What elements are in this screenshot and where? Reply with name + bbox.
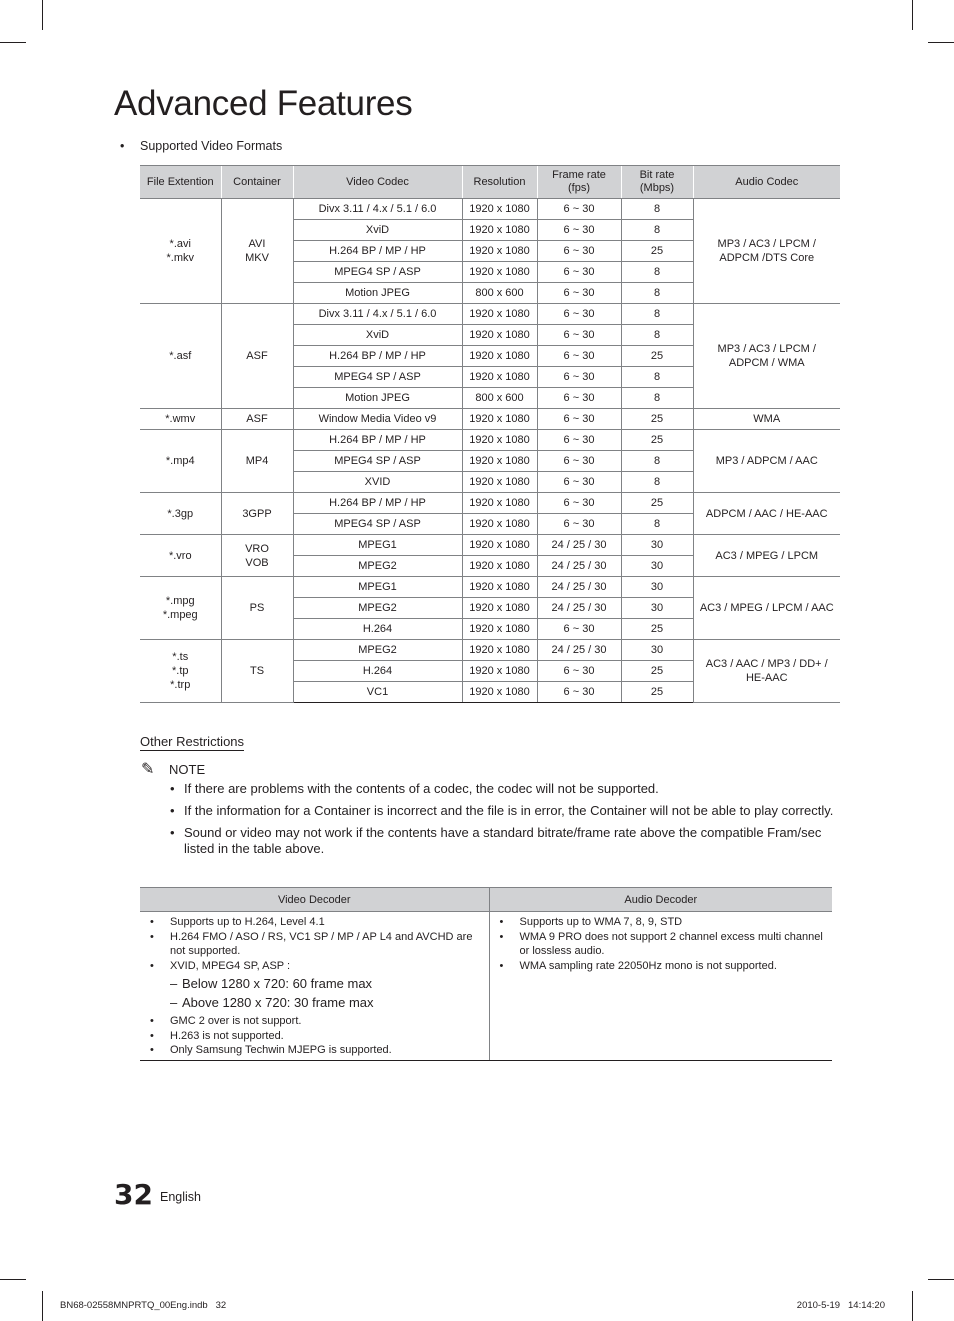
cell-container: ASF bbox=[221, 304, 293, 409]
cell-frame-rate: 6 ~ 30 bbox=[537, 472, 621, 493]
crop-mark bbox=[0, 1279, 26, 1280]
cell-video-codec: Motion JPEG bbox=[293, 388, 462, 409]
cell-bit-rate: 8 bbox=[621, 283, 693, 304]
cell-video-codec: H.264 BP / MP / HP bbox=[293, 493, 462, 514]
cell-bit-rate: 30 bbox=[621, 598, 693, 619]
bullet-glyph: • bbox=[150, 1029, 154, 1042]
cell-frame-rate: 6 ~ 30 bbox=[537, 325, 621, 346]
cell-resolution: 1920 x 1080 bbox=[462, 304, 537, 325]
table-row bbox=[140, 430, 840, 451]
cell-resolution: 1920 x 1080 bbox=[462, 514, 537, 535]
table-row bbox=[140, 199, 840, 220]
cell-frame-rate: 6 ~ 30 bbox=[537, 514, 621, 535]
cell-bit-rate: 8 bbox=[621, 367, 693, 388]
bullet-glyph: • bbox=[120, 139, 125, 153]
cell-bit-rate: 8 bbox=[621, 472, 693, 493]
crop-mark bbox=[42, 1291, 43, 1321]
cell-resolution: 1920 x 1080 bbox=[462, 367, 537, 388]
list-item-text: Supports up to WMA 7, 8, 9, STD bbox=[519, 916, 683, 928]
cell-file-extension: *.ts *.tp *.trp bbox=[140, 640, 221, 703]
cell-video-codec: Window Media Video v9 bbox=[293, 409, 462, 430]
list-item bbox=[148, 1014, 483, 1029]
cell-frame-rate: 6 ~ 30 bbox=[537, 619, 621, 640]
cell-resolution: 800 x 600 bbox=[462, 283, 537, 304]
page-title: Advanced Features bbox=[114, 84, 413, 123]
cell-frame-rate: 6 ~ 30 bbox=[537, 199, 621, 220]
cell-frame-rate: 6 ~ 30 bbox=[537, 451, 621, 472]
list-item-text: WMA 9 PRO does not support 2 channel excess multi channel or lossless audio. bbox=[519, 930, 823, 957]
list-item bbox=[148, 1029, 483, 1044]
note-text: Sound or video may not work if the contents have a standard bitrate/frame rate above the compatible Fram/sec listed in the table above. bbox=[184, 825, 822, 856]
cell-video-codec: MPEG4 SP / ASP bbox=[293, 367, 462, 388]
cell-container: ASF bbox=[221, 409, 293, 430]
cell-video-codec: MPEG4 SP / ASP bbox=[293, 451, 462, 472]
cell-resolution: 1920 x 1080 bbox=[462, 640, 537, 661]
header-bit-rate: Bit rate (Mbps) bbox=[621, 166, 693, 199]
cell-video-codec: Divx 3.11 / 4.x / 5.1 / 6.0 bbox=[293, 199, 462, 220]
list-item bbox=[170, 803, 836, 819]
video-decoder-list bbox=[148, 915, 483, 1058]
cell-bit-rate: 8 bbox=[621, 262, 693, 283]
cell-audio-codec: ADPCM / AAC / HE-AAC bbox=[693, 493, 840, 535]
list-item-text: GMC 2 over is not support. bbox=[170, 1015, 302, 1027]
cell-video-codec: H.264 BP / MP / HP bbox=[293, 430, 462, 451]
cell-video-codec: H.264 BP / MP / HP bbox=[293, 346, 462, 367]
cell-frame-rate: 6 ~ 30 bbox=[537, 409, 621, 430]
list-item bbox=[148, 930, 483, 959]
crop-mark bbox=[912, 1291, 913, 1321]
cell-bit-rate: 30 bbox=[621, 640, 693, 661]
cell-container: VRO VOB bbox=[221, 535, 293, 577]
cell-video-codec: H.264 BP / MP / HP bbox=[293, 241, 462, 262]
bullet-glyph: • bbox=[499, 930, 504, 943]
cell-resolution: 1920 x 1080 bbox=[462, 409, 537, 430]
bullet-glyph: • bbox=[150, 1015, 154, 1027]
cell-frame-rate: 6 ~ 30 bbox=[537, 430, 621, 451]
cell-bit-rate: 8 bbox=[621, 199, 693, 220]
list-item bbox=[170, 825, 836, 857]
cell-frame-rate: 6 ~ 30 bbox=[537, 661, 621, 682]
cell-container: TS bbox=[221, 640, 293, 703]
bullet-glyph: • bbox=[170, 781, 175, 796]
list-item bbox=[498, 930, 827, 959]
cell-video-codec: MPEG4 SP / ASP bbox=[293, 514, 462, 535]
dash-glyph: – bbox=[170, 976, 178, 991]
cell-resolution: 1920 x 1080 bbox=[462, 199, 537, 220]
cell-bit-rate: 30 bbox=[621, 535, 693, 556]
cell-file-extension: *.avi *.mkv bbox=[140, 199, 221, 304]
crop-mark bbox=[42, 0, 43, 30]
cell-video-codec: XviD bbox=[293, 220, 462, 241]
cell-bit-rate: 8 bbox=[621, 304, 693, 325]
cell-bit-rate: 8 bbox=[621, 514, 693, 535]
cell-video-codec: MPEG2 bbox=[293, 640, 462, 661]
cell-resolution: 1920 x 1080 bbox=[462, 451, 537, 472]
section-label: Supported Video Formats bbox=[140, 139, 283, 153]
cell-audio-codec: MP3 / ADPCM / AAC bbox=[693, 430, 840, 493]
cell-resolution: 1920 x 1080 bbox=[462, 430, 537, 451]
list-item bbox=[170, 781, 836, 797]
footer-timestamp: 2010-5-19 14:14:20 bbox=[796, 1300, 885, 1311]
section-bullet bbox=[120, 139, 282, 153]
cell-file-extension: *.mpg *.mpeg bbox=[140, 577, 221, 640]
cell-video-codec: VC1 bbox=[293, 682, 462, 703]
header-container: Container bbox=[221, 166, 293, 199]
crop-mark bbox=[912, 0, 913, 30]
crop-mark bbox=[0, 42, 26, 43]
crop-mark bbox=[928, 1279, 954, 1280]
cell-frame-rate: 24 / 25 / 30 bbox=[537, 598, 621, 619]
cell-container: PS bbox=[221, 577, 293, 640]
cell-video-codec: Motion JPEG bbox=[293, 283, 462, 304]
cell-audio-codec: AC3 / MPEG / LPCM / AAC bbox=[693, 577, 840, 640]
cell-bit-rate: 8 bbox=[621, 325, 693, 346]
cell-audio-codec: AC3 / AAC / MP3 / DD+ / HE-AAC bbox=[693, 640, 840, 703]
audio-decoder-cell bbox=[489, 912, 832, 1061]
list-item bbox=[148, 976, 483, 992]
cell-resolution: 1920 x 1080 bbox=[462, 262, 537, 283]
table-row bbox=[140, 535, 840, 556]
cell-resolution: 1920 x 1080 bbox=[462, 346, 537, 367]
cell-file-extension: *.3gp bbox=[140, 493, 221, 535]
cell-audio-codec: AC3 / MPEG / LPCM bbox=[693, 535, 840, 577]
cell-file-extension: *.mp4 bbox=[140, 430, 221, 493]
cell-resolution: 1920 x 1080 bbox=[462, 535, 537, 556]
cell-file-extension: *.asf bbox=[140, 304, 221, 409]
cell-bit-rate: 25 bbox=[621, 682, 693, 703]
crop-mark bbox=[928, 42, 954, 43]
cell-bit-rate: 25 bbox=[621, 241, 693, 262]
cell-frame-rate: 24 / 25 / 30 bbox=[537, 556, 621, 577]
cell-frame-rate: 24 / 25 / 30 bbox=[537, 535, 621, 556]
list-item bbox=[148, 1043, 483, 1058]
pencil-icon: ✎ bbox=[141, 761, 155, 778]
cell-resolution: 1920 x 1080 bbox=[462, 220, 537, 241]
header-video-decoder: Video Decoder bbox=[140, 888, 489, 912]
cell-file-extension: *.wmv bbox=[140, 409, 221, 430]
cell-video-codec: MPEG1 bbox=[293, 577, 462, 598]
list-item bbox=[498, 959, 827, 974]
cell-video-codec: MPEG1 bbox=[293, 535, 462, 556]
table-row bbox=[140, 640, 840, 661]
list-item-text: WMA sampling rate 22050Hz mono is not supported. bbox=[519, 959, 777, 972]
page-language: English bbox=[160, 1190, 201, 1204]
cell-video-codec: MPEG2 bbox=[293, 598, 462, 619]
bullet-glyph: • bbox=[499, 916, 504, 928]
dash-glyph: – bbox=[170, 995, 178, 1010]
bullet-glyph: • bbox=[170, 825, 175, 840]
cell-bit-rate: 25 bbox=[621, 493, 693, 514]
cell-frame-rate: 24 / 25 / 30 bbox=[537, 577, 621, 598]
cell-resolution: 1920 x 1080 bbox=[462, 598, 537, 619]
cell-video-codec: XVID bbox=[293, 472, 462, 493]
header-audio-decoder: Audio Decoder bbox=[489, 888, 832, 912]
note-label: NOTE bbox=[169, 762, 206, 777]
audio-decoder-list bbox=[498, 915, 827, 973]
cell-bit-rate: 8 bbox=[621, 451, 693, 472]
cell-container: 3GPP bbox=[221, 493, 293, 535]
list-item bbox=[148, 915, 483, 930]
cell-resolution: 1920 x 1080 bbox=[462, 325, 537, 346]
list-item bbox=[148, 995, 483, 1011]
cell-frame-rate: 6 ~ 30 bbox=[537, 682, 621, 703]
table-header-row bbox=[140, 166, 840, 199]
cell-resolution: 1920 x 1080 bbox=[462, 472, 537, 493]
header-frame-rate: Frame rate (fps) bbox=[537, 166, 621, 199]
header-video-codec: Video Codec bbox=[293, 166, 462, 199]
cell-video-codec: MPEG2 bbox=[293, 556, 462, 577]
cell-resolution: 1920 x 1080 bbox=[462, 661, 537, 682]
header-audio-codec: Audio Codec bbox=[693, 166, 840, 199]
bullet-glyph: • bbox=[150, 916, 154, 928]
list-item-text: Only Samsung Techwin MJEPG is supported. bbox=[170, 1044, 392, 1056]
list-item bbox=[498, 915, 827, 930]
cell-bit-rate: 8 bbox=[621, 220, 693, 241]
cell-video-codec: XviD bbox=[293, 325, 462, 346]
bullet-glyph: • bbox=[150, 1044, 154, 1056]
list-item-text: XVID, MPEG4 SP, ASP : bbox=[170, 959, 291, 972]
formats-table-body bbox=[140, 199, 840, 703]
cell-audio-codec: MP3 / AC3 / LPCM / ADPCM / WMA bbox=[693, 304, 840, 409]
cell-resolution: 1920 x 1080 bbox=[462, 682, 537, 703]
note-heading bbox=[141, 759, 205, 779]
cell-resolution: 1920 x 1080 bbox=[462, 619, 537, 640]
cell-bit-rate: 25 bbox=[621, 430, 693, 451]
cell-bit-rate: 25 bbox=[621, 661, 693, 682]
cell-bit-rate: 25 bbox=[621, 619, 693, 640]
list-item-text: Below 1280 x 720: 60 frame max bbox=[182, 976, 373, 991]
cell-video-codec: H.264 bbox=[293, 619, 462, 640]
decoder-table bbox=[140, 887, 832, 1061]
list-item-text: Supports up to H.264, Level 4.1 bbox=[170, 916, 325, 928]
cell-resolution: 800 x 600 bbox=[462, 388, 537, 409]
cell-frame-rate: 6 ~ 30 bbox=[537, 388, 621, 409]
table-row bbox=[140, 577, 840, 598]
cell-container: MP4 bbox=[221, 430, 293, 493]
cell-bit-rate: 30 bbox=[621, 577, 693, 598]
list-item-text: H.263 is not supported. bbox=[170, 1029, 284, 1042]
cell-frame-rate: 6 ~ 30 bbox=[537, 241, 621, 262]
header-resolution: Resolution bbox=[462, 166, 537, 199]
other-restrictions-heading: Other Restrictions bbox=[140, 734, 245, 749]
cell-audio-codec: MP3 / AC3 / LPCM / ADPCM /DTS Core bbox=[693, 199, 840, 304]
decoder-row bbox=[140, 912, 832, 1061]
cell-bit-rate: 30 bbox=[621, 556, 693, 577]
note-text: If the information for a Container is incorrect and the file is in error, the Container will not be able to play correctly. bbox=[184, 803, 834, 818]
list-item-text: Above 1280 x 720: 30 frame max bbox=[182, 995, 374, 1010]
video-decoder-cell bbox=[140, 912, 489, 1061]
video-formats-table bbox=[140, 165, 840, 703]
cell-frame-rate: 6 ~ 30 bbox=[537, 493, 621, 514]
list-item bbox=[148, 959, 483, 974]
cell-frame-rate: 6 ~ 30 bbox=[537, 367, 621, 388]
cell-frame-rate: 6 ~ 30 bbox=[537, 346, 621, 367]
cell-frame-rate: 6 ~ 30 bbox=[537, 262, 621, 283]
cell-container: AVI MKV bbox=[221, 199, 293, 304]
cell-video-codec: Divx 3.11 / 4.x / 5.1 / 6.0 bbox=[293, 304, 462, 325]
note-list bbox=[170, 781, 836, 863]
table-row bbox=[140, 493, 840, 514]
page-number: 32 bbox=[114, 1178, 153, 1211]
cell-audio-codec: WMA bbox=[693, 409, 840, 430]
bullet-glyph: • bbox=[150, 959, 154, 972]
note-text: If there are problems with the contents of a codec, the codec will not be supported. bbox=[184, 781, 659, 796]
cell-video-codec: H.264 bbox=[293, 661, 462, 682]
cell-resolution: 1920 x 1080 bbox=[462, 577, 537, 598]
cell-frame-rate: 24 / 25 / 30 bbox=[537, 640, 621, 661]
footer-file-info: BN68-02558MNPRTQ_00Eng.indb 32 bbox=[60, 1300, 227, 1311]
cell-resolution: 1920 x 1080 bbox=[462, 241, 537, 262]
cell-bit-rate: 8 bbox=[621, 388, 693, 409]
table-row bbox=[140, 409, 840, 430]
cell-frame-rate: 6 ~ 30 bbox=[537, 220, 621, 241]
cell-video-codec: MPEG4 SP / ASP bbox=[293, 262, 462, 283]
list-item-text: H.264 FMO / ASO / RS, VC1 SP / MP / AP L4 and AVCHD are not supported. bbox=[170, 930, 473, 957]
cell-resolution: 1920 x 1080 bbox=[462, 493, 537, 514]
bullet-glyph: • bbox=[499, 959, 504, 972]
cell-resolution: 1920 x 1080 bbox=[462, 556, 537, 577]
bullet-glyph: • bbox=[170, 803, 175, 818]
cell-frame-rate: 6 ~ 30 bbox=[537, 283, 621, 304]
table-row bbox=[140, 304, 840, 325]
cell-bit-rate: 25 bbox=[621, 409, 693, 430]
cell-file-extension: *.vro bbox=[140, 535, 221, 577]
cell-bit-rate: 25 bbox=[621, 346, 693, 367]
cell-frame-rate: 6 ~ 30 bbox=[537, 304, 621, 325]
header-file-extension: File Extention bbox=[140, 166, 221, 199]
bullet-glyph: • bbox=[150, 930, 154, 943]
decoder-header-row bbox=[140, 888, 832, 912]
